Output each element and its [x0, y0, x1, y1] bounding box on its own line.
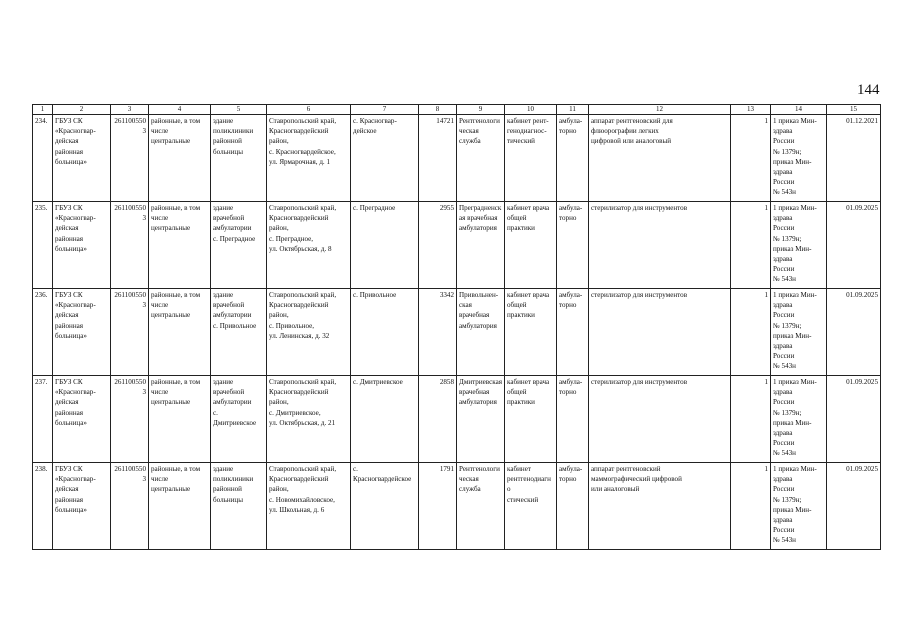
room-cell: кабинет врача общей практики: [505, 289, 557, 376]
quantity-cell: 1: [773, 291, 777, 299]
building-cell: здание врачебной амбулатории с. Дмитриевское: [211, 376, 267, 463]
address-cell: Ставропольский край, Красногвардейский район, с. Дмитриевское, ул. Октябрьская, д. 21: [267, 376, 351, 463]
care-type-cell: амбула- торно: [557, 115, 589, 202]
category-cell: районные, в том числе центральные: [149, 289, 211, 376]
date-cell: 01.09.2025: [827, 202, 881, 289]
basis-cell: [771, 202, 827, 289]
column-header: 6: [267, 105, 351, 115]
address-cell: Ставропольский край, Красногвардейский район, с. Привольное, ул. Ленинская, д. 32: [267, 289, 351, 376]
column-header: 7: [351, 105, 419, 115]
row-number: 234.: [33, 115, 53, 202]
category-cell: районные, в том числе центральные: [149, 202, 211, 289]
address-cell: Ставропольский край, Красногвардейский район, с. Новомихайловское, ул. Школьная, д. 6: [267, 463, 351, 550]
column-header: 13: [731, 105, 771, 115]
address-cell: Ставропольский край, Красногвардейский район, с. Преградное, ул. Октябрьская, д. 8: [267, 202, 351, 289]
settlement-cell: с. Привольное: [351, 289, 419, 376]
building-cell: здание врачебной амбулатории с. Преградное: [211, 202, 267, 289]
building-cell: здание поликлиники районной больницы: [211, 115, 267, 202]
table-row: [33, 289, 881, 376]
row-number: 236.: [33, 289, 53, 376]
table-row: [33, 463, 881, 550]
category-cell: районные, в том числе центральные: [149, 463, 211, 550]
basis-cell: [771, 376, 827, 463]
room-cell: кабинет рентгенодиагно стический: [505, 463, 557, 550]
basis-cell: [771, 463, 827, 550]
category-cell: районные, в том числе центральные: [149, 115, 211, 202]
quantity-cell: 1: [773, 204, 777, 212]
building-cell: здание врачебной амбулатории с. Привольное: [211, 289, 267, 376]
row-number: 237.: [33, 376, 53, 463]
inn-cell: 2611005503: [111, 202, 149, 289]
quantity-cell: 1: [773, 378, 777, 386]
basis-cell: [771, 115, 827, 202]
care-type-cell: амбула- торно: [557, 289, 589, 376]
column-header: 4: [149, 105, 211, 115]
organization-cell: ГБУЗ СК «Красногвар- дейская районная больница»: [53, 463, 111, 550]
column-header: 9: [457, 105, 505, 115]
basis-cell: [771, 289, 827, 376]
settlement-cell: с. Преградное: [351, 202, 419, 289]
organization-cell: ГБУЗ СК «Красногвар- дейская районная больница»: [53, 376, 111, 463]
quantity-cell: 1: [773, 117, 777, 125]
column-header: 12: [589, 105, 731, 115]
column-header: 10: [505, 105, 557, 115]
basis-text: приказ Мин- здрава России № 1379н; приказ Мин- здрава России № 543н: [773, 378, 817, 458]
row-number: 238.: [33, 463, 53, 550]
unit-cell: Привольнен- ская врачебная амбулатория: [457, 289, 505, 376]
basis-text: приказ Мин- здрава России № 1379н; приказ Мин- здрава России № 543н: [773, 117, 817, 197]
settlement-cell: с. Красногвар- дейское: [351, 115, 419, 202]
inn-cell: 2611005503: [111, 289, 149, 376]
unit-cell: Рентгенологи ческая служба: [457, 463, 505, 550]
equipment-cell: аппарат рентгеновский для флюорографии легких цифровой или аналоговый: [589, 115, 731, 202]
population-cell: 1791: [419, 463, 457, 550]
quantity-cell: 1: [773, 465, 777, 473]
organization-cell: ГБУЗ СК «Красногвар- дейская районная больница»: [53, 115, 111, 202]
equipment-cell: стерилизатор для инструментов: [589, 202, 731, 289]
inn-cell: 2611005503: [111, 376, 149, 463]
organization-cell: ГБУЗ СК «Красногвар- дейская районная больница»: [53, 289, 111, 376]
date-cell: 01.12.2021: [827, 115, 881, 202]
organization-cell: ГБУЗ СК «Красногвар- дейская районная больница»: [53, 202, 111, 289]
basis-text: приказ Мин- здрава России № 1379н; приказ Мин- здрава России № 543н: [773, 465, 817, 545]
settlement-cell: с. Красногвардейское: [351, 463, 419, 550]
unit-cell: Преградненск ая врачебная амбулатория: [457, 202, 505, 289]
column-header: 5: [211, 105, 267, 115]
date-cell: 01.09.2025: [827, 463, 881, 550]
quantity-cell: 1: [731, 463, 771, 550]
quantity-cell: 1: [731, 289, 771, 376]
column-header: 8: [419, 105, 457, 115]
table-row: [33, 115, 881, 202]
equipment-cell: стерилизатор для инструментов: [589, 289, 731, 376]
population-cell: 14721: [419, 115, 457, 202]
quantity-cell: 1: [731, 115, 771, 202]
column-header: 3: [111, 105, 149, 115]
population-cell: 2858: [419, 376, 457, 463]
population-cell: 3342: [419, 289, 457, 376]
row-number: 235.: [33, 202, 53, 289]
room-cell: кабинет врача общей практики: [505, 202, 557, 289]
room-cell: кабинет врача общей практики: [505, 376, 557, 463]
quantity-cell: 1: [731, 202, 771, 289]
unit-cell: Рентгенологи ческая служба: [457, 115, 505, 202]
address-cell: Ставропольский край, Красногвардейский район, с. Красногвардейское, ул. Ярмарочная, д. 1: [267, 115, 351, 202]
care-type-cell: амбула- торно: [557, 376, 589, 463]
date-cell: 01.09.2025: [827, 289, 881, 376]
inn-cell: 2611005503: [111, 463, 149, 550]
page-number: 144: [857, 82, 880, 98]
inn-cell: 2611005503: [111, 115, 149, 202]
column-header: 11: [557, 105, 589, 115]
table-row: [33, 202, 881, 289]
equipment-cell: стерилизатор для инструментов: [589, 376, 731, 463]
category-cell: районные, в том числе центральные: [149, 376, 211, 463]
table-row: [33, 376, 881, 463]
registry-table: [32, 104, 881, 550]
basis-text: приказ Мин- здрава России № 1379н; приказ Мин- здрава России № 543н: [773, 291, 817, 371]
settlement-cell: с. Дмитриевское: [351, 376, 419, 463]
quantity-cell: 1: [731, 376, 771, 463]
care-type-cell: амбула- торно: [557, 463, 589, 550]
column-header: 1: [33, 105, 53, 115]
column-header: 2: [53, 105, 111, 115]
population-cell: 2955: [419, 202, 457, 289]
equipment-cell: аппарат рентгеновский маммографический цифровой или аналоговый: [589, 463, 731, 550]
room-cell: кабинет рент- генодиагнос- тический: [505, 115, 557, 202]
basis-text: приказ Мин- здрава России № 1379н; приказ Мин- здрава России № 543н: [773, 204, 817, 284]
date-cell: 01.09.2025: [827, 376, 881, 463]
column-header: 14: [771, 105, 827, 115]
unit-cell: Дмитриевская врачебная амбулатория: [457, 376, 505, 463]
header-row: [33, 105, 881, 115]
column-header: 15: [827, 105, 881, 115]
care-type-cell: амбула- торно: [557, 202, 589, 289]
building-cell: здание поликлиники районной больницы: [211, 463, 267, 550]
